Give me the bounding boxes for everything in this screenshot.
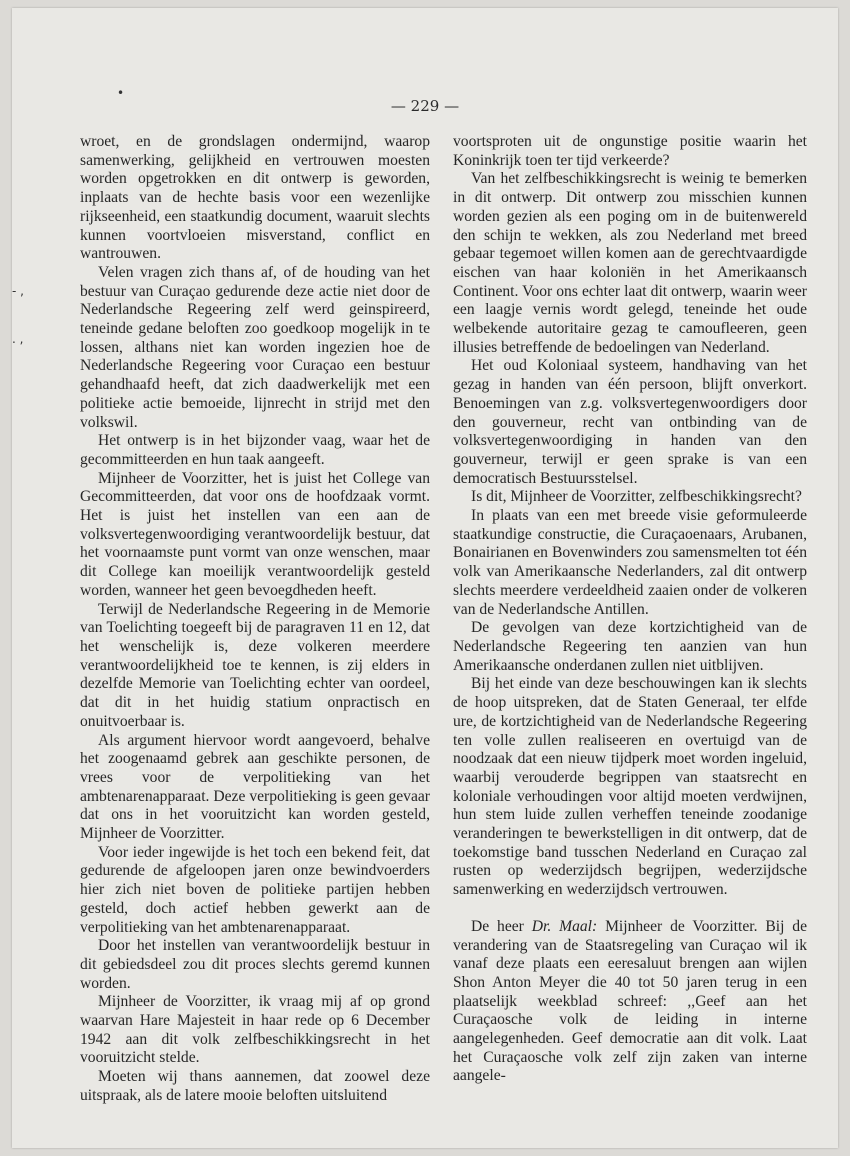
left-column (80, 133, 430, 1106)
paragraph: Het oud Koloniaal systeem, handhaving van het gezag in handen van één persoon, blijft onverkort. Benoemingen van z.g. volksvertegenwoordigers door den gouverneur, recht van ontbinding van de volksvertegenwoordiging in handen van den gouverneur, terwijl er geen sprake is van een democratisch Bestuursstelsel. (453, 357, 807, 487)
speech-paragraph (453, 918, 807, 1086)
paragraph: Het ontwerp is in het bijzonder vaag, waar het de gecommitteerden en hun taak aangeeft. (80, 432, 430, 468)
paragraph: De gevolgen van deze kortzichtigheid van de Nederlandsche Regeering ten aanzien van hun Amerikaansche onderdanen zullen niet uitblijven. (453, 619, 807, 674)
paragraph: Velen vragen zich thans af, of de houding van het bestuur van Curaçao gedurende deze actie niet door de Nederlandsche Regeering zelf werd geinspireerd, teneinde gedane beloften zoo goedkoop mogelijk in te lossen, althans niet kan worden ingezien hoe de Nederlandsche Regeering voor Curaçao een bestuur gehandhaafd heeft, dat zich daadwerkelijk met een politieke actie bemoeide, lijnrecht in strijd met den volkswil. (80, 263, 430, 431)
margin-mark-1: - , (12, 284, 24, 298)
paragraph: Bij het einde van deze beschouwingen kan ik slechts de hoop uitspreken, dat de Staten Generaal, ter elfde ure, de kortzichtigheid van de Nederlandsche Regeering ten volle zullen realiseeren en overtuigd van de noodzaak dat een nieuw tijdperk moet worden ingeluid, waarbij verouderde begrippen van staatsrecht en koloniale verhoudingen voor altijd moeten verdwijnen, hun stem luide zullen verheffen teneinde zoodanige veranderingen te bewerkstelligen in dit ontwerp, dat de toekomstige band tusschen Nederland en Curaçao zal rusten op wederzijdsch begrijpen, wederzijdsche samenwerking en wederzijdsch vertrouwen. (453, 675, 807, 899)
paragraph: In plaats van een met breede visie geformuleerde staatkundige constructie, die Curaçaoenaars, Arubanen, Bonairianen en Bovenwinders zou samensmelten tot één volk van Amerikaansche Nederlanders, zal dit ontwerp slechts meerdere verdeeldheid zaaien onder de volkeren van de Nederlandsche Antillen. (453, 507, 807, 618)
paragraph: Van het zelfbeschikkingsrecht is weinig te bemerken in dit ontwerp. Dit ontwerp zou misschien kunnen worden gezien als een poging om in de buitenwereld den schijn te wekken, als zou Nederland met breed gebaar tegemoet willen komen aan de gerechtvaardigde eischen van haar koloniën in het Amerikaansch Continent. Voor ons echter laat dit ontwerp, waarin weer een laagje vernis wordt gelegd, teneinde het oude welbekende autoritaire gezag te camoufleeren, geen illusies betreffende de bedoelingen van Nederland. (453, 170, 807, 356)
speaker-name: Dr. Maal: (531, 917, 598, 935)
speech-text: Mijnheer de Voorzitter. Bij de verandering van de Staatsregeling van Curaçao wil ik vanaf deze plaats een eeresaluut brengen aan wijlen Shon Anton Meyer die 40 tot 50 jaren terug in een plaatselijk weekblad schreef: ,,Geef aan het Curaçaosche volk de leiding in interne aangelegenheden. Geef democratie aan dit volk. Laat het Curaçaosche volk zelf zijn zaken van interne aangele- (453, 917, 807, 1085)
page-number: — 229 — (390, 97, 460, 115)
speech-prefix: De heer (471, 917, 532, 935)
margin-dot: • (117, 86, 125, 100)
paragraph: wroet, en de grondslagen ondermijnd, waarop samenwerking, gelijkheid en vertrouwen moesten worden opgetrokken en dit ontwerp is geworden, inplaats van de hechte basis voor een wezenlijke rijkseenheid, een staatkundig document, waaruit slechts kunnen voortvloeien misverstand, conflict en wantrouwen. (80, 133, 430, 263)
right-column (453, 133, 807, 1086)
document-page (12, 8, 838, 1148)
paragraph: Terwijl de Nederlandsche Regeering in de Memorie van Toelichting toegeeft bij de paragraven 11 en 12, dat het wenschelijk is, deze volkeren meerdere verantwoordelijkheid toe te kennen, is zij elders in dezelfde Memorie van Toelichting echter van oordeel, dat dit in het huidig statium onpractisch en onuitvoerbaar is. (80, 600, 430, 730)
paragraph: Als argument hiervoor wordt aangevoerd, behalve het zoogenaamd gebrek aan geschikte personen, de vrees voor de verpolitieking van het ambtenarenapparaat. Deze verpolitieking is geen gevaar dat ons in het vooruitzicht kan worden gesteld, Mijnheer de Voorzitter. (80, 731, 430, 843)
paragraph: voortsproten uit de ongunstige positie waarin het Koninkrijk toen ter tijd verkeerde? (453, 133, 807, 169)
paragraph: Moeten wij thans aannemen, dat zoowel deze uitspraak, als de latere mooie beloften uitsluitend (80, 1068, 430, 1104)
margin-mark-2: . , (12, 332, 24, 346)
paragraph: Is dit, Mijnheer de Voorzitter, zelfbeschikkingsrecht? (471, 488, 802, 506)
paragraph: Door het instellen van verantwoordelijk bestuur in dit gebiedsdeel zou dit proces slechts geremd kunnen worden. (80, 937, 430, 992)
paragraph: Mijnheer de Voorzitter, ik vraag mij af op grond waarvan Hare Majesteit in haar rede op 6 December 1942 aan dit volk zelfbeschikkingsrecht in het vooruitzicht stelde. (80, 993, 430, 1067)
paragraph: Voor ieder ingewijde is het toch een bekend feit, dat gedurende de afgeloopen jaren onze bewindvoerders hier zich niet boven de politieke partijen hebben gesteld, doch actief hebben gewerkt aan de verpolitieking van het ambtenarenapparaat. (80, 843, 430, 936)
paragraph: Mijnheer de Voorzitter, het is juist het College van Gecommitteerden, dat voor ons de hoofdzaak vormt. Het is juist het instellen van een aan de volksvertegenwoordiging verantwoordelijk bestuur, dat het voornaamste punt vormt van onze wenschen, maar dit College kan moeilijk verantwoordelijk gesteld worden, wanneer het geen bevoegdheden heeft. (80, 469, 430, 599)
